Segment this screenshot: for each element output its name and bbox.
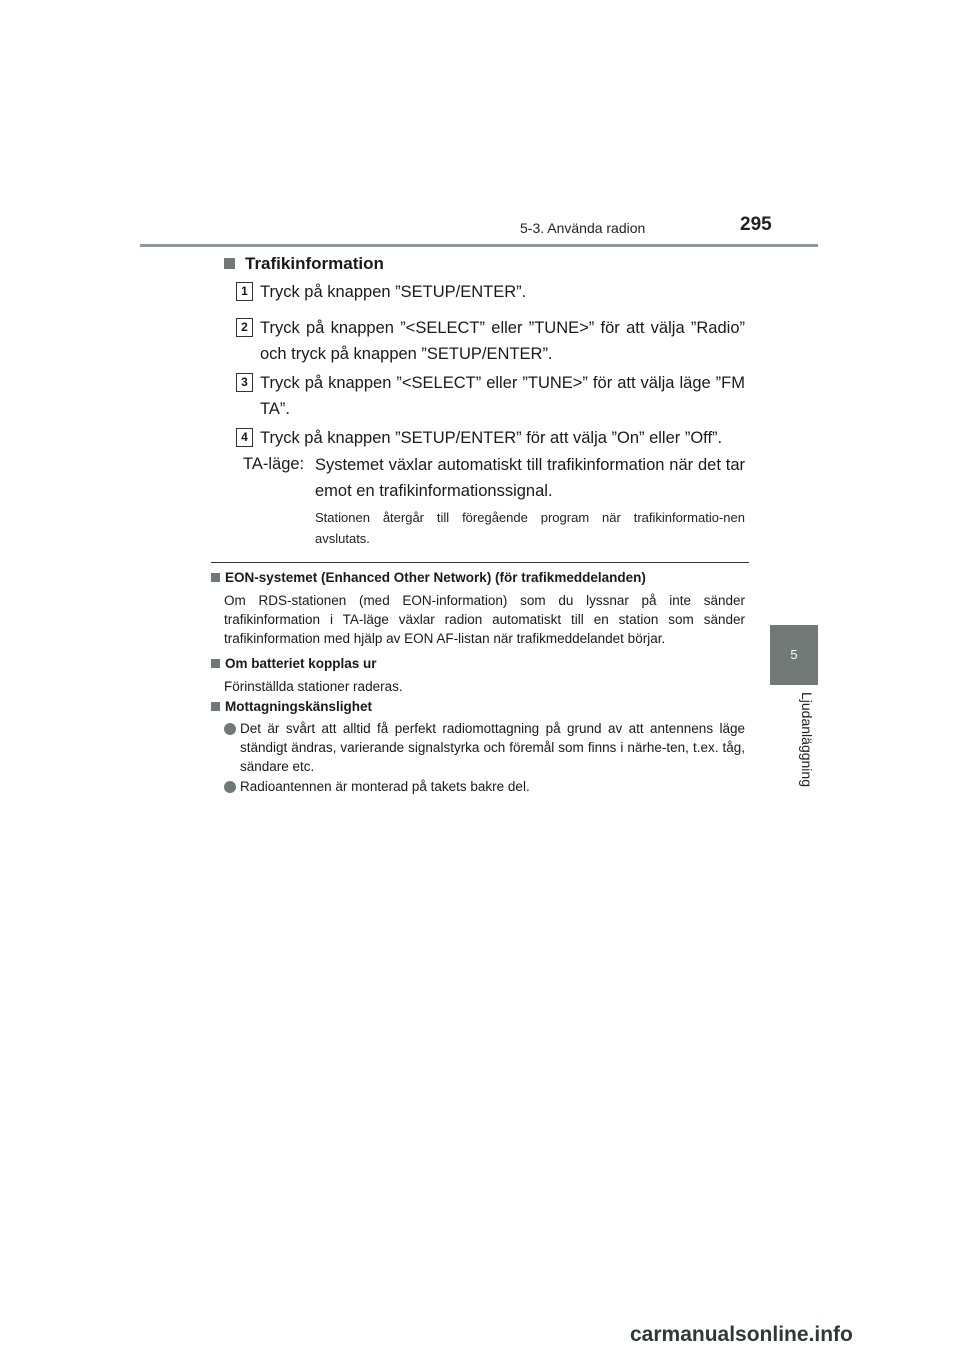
square-bullet-icon <box>211 573 220 582</box>
ta-mode-note: Stationen återgår till föregående program när trafikinformatio-nen avslutats. <box>315 510 745 546</box>
note-title-battery-text: Om batteriet kopplas ur <box>225 656 377 671</box>
note-title-eon <box>211 570 646 585</box>
step-text-4: Tryck på knappen ”SETUP/ENTER” för att välja ”On” eller ”Off”. <box>260 429 723 447</box>
step-number-4: 4 <box>236 428 253 447</box>
note-text-eon: Om RDS-stationen (med EON-information) som du lyssnar på inte sänder trafikinformation i TA-läge växlar radion automatiskt till en station som sänder trafikinformation med hjälp av EON AF-listan när trafikmeddelandet börjar. <box>224 593 745 646</box>
step-text-3: Tryck på knappen ”<SELECT” eller ”TUNE>” för att välja läge ”FM TA”. <box>260 374 745 418</box>
page-number: 295 <box>740 214 772 235</box>
header-rule <box>140 244 818 247</box>
circle-bullet-icon <box>224 723 236 735</box>
step-number-2: 2 <box>236 318 253 337</box>
notes-divider <box>211 562 749 563</box>
ta-mode-label: TA-läge: <box>243 455 305 473</box>
note-text-battery: Förinställda stationer raderas. <box>224 679 403 694</box>
running-header-section: 5-3. Använda radion <box>520 220 646 236</box>
step-number-3: 3 <box>236 373 253 392</box>
chapter-label: Ljudanläggning <box>799 692 815 787</box>
chapter-number: 5 <box>790 647 798 662</box>
section-title <box>224 254 384 274</box>
square-bullet-icon <box>211 702 220 711</box>
section-title-text: Trafikinformation <box>245 254 384 273</box>
watermark: carmanualsonline.info <box>630 1323 853 1346</box>
note-title-sensitivity <box>211 699 372 714</box>
note-title-eon-text: EON-systemet (Enhanced Other Network) (för trafikmeddelanden) <box>225 570 646 585</box>
circle-bullet-icon <box>224 781 236 793</box>
bullet-text-1: Det är svårt att alltid få perfekt radiomottagning på grund av att antennens läge ständigt ändras, varierande signalstyrka och föremål som finns i närhe-ten, t.ex. tåg, sändare etc. <box>240 721 745 774</box>
step-text-1: Tryck på knappen ”SETUP/ENTER”. <box>260 283 527 301</box>
note-title-sensitivity-text: Mottagningskänslighet <box>225 699 373 714</box>
step-number-1: 1 <box>236 282 253 301</box>
ta-mode-description: Systemet växlar automatiskt till trafikinformation när det tar emot en trafikinformationssignal. <box>315 456 745 500</box>
note-title-battery <box>211 656 377 671</box>
bullet-text-2: Radioantennen är monterad på takets bakre del. <box>240 779 530 794</box>
chapter-tab <box>770 625 818 685</box>
step-text-2: Tryck på knappen ”<SELECT” eller ”TUNE>” för att välja ”Radio” och tryck på knappen ”SETUP/ENTER”. <box>260 319 745 363</box>
square-bullet-icon <box>224 258 235 269</box>
square-bullet-icon <box>211 659 220 668</box>
